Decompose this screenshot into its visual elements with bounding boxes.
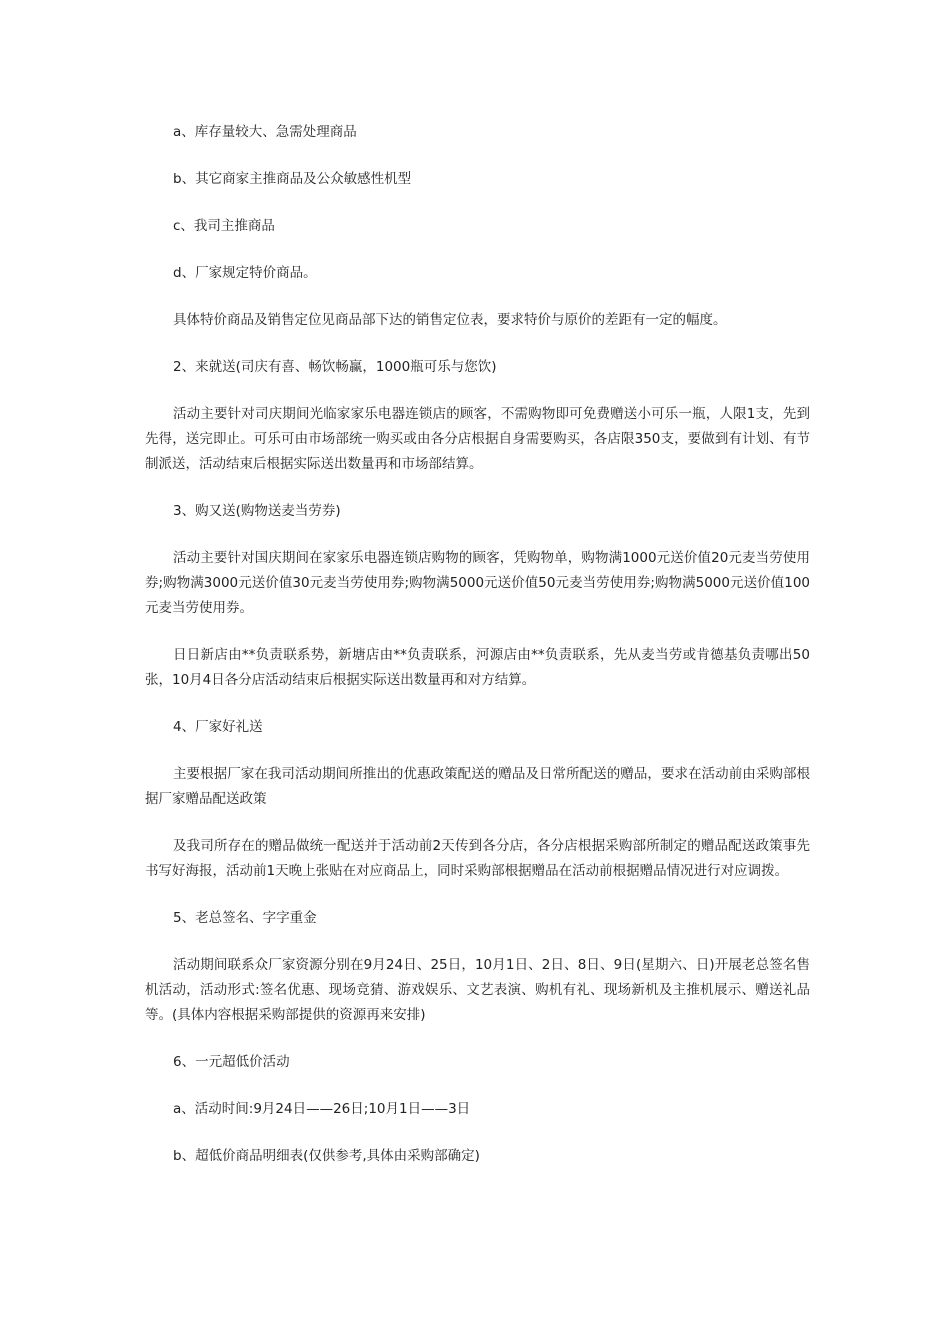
paragraph-special-price-note: 具体特价商品及销售定位见商品部下达的销售定位表，要求特价与原价的差距有一定的幅度。 bbox=[173, 312, 727, 328]
section-heading-6: 6、一元超低价活动 bbox=[173, 1054, 290, 1070]
paragraph-item-d: d、厂家规定特价商品。 bbox=[173, 265, 317, 281]
paragraph-gift-distribution: 及我司所存在的赠品做统一配送并于活动前2天传到各分店，各分店根据采购部所制定的赠品配送政策事先书写好海报，活动前1天晚上张贴在对应商品上，同时采购部根据赠品在活动前根据赠品情况进行对应调拨。 bbox=[145, 838, 810, 879]
document-body bbox=[145, 120, 810, 1169]
paragraph-item-a: a、库存量较大、急需处理商品 bbox=[173, 124, 357, 140]
section-heading-5: 5、老总签名、字字重金 bbox=[173, 910, 317, 926]
paragraph-ceo-signing: 活动期间联系众厂家资源分别在9月24日、25日，10月1日、2日、8日、9日(星期六、日)开展老总签名售机活动，活动形式:签名优惠、现场竞猜、游戏娱乐、文艺表演、购机有礼、现场新机及主推机展示、赠送礼品等。(具体内容根据采购部提供的资源再来安排) bbox=[145, 957, 810, 1023]
paragraph-activity-time: a、活动时间:9月24日——26日;10月1日——3日 bbox=[173, 1101, 471, 1117]
paragraph-store-contacts: 日日新店由**负责联系势，新塘店由**负责联系，河源店由**负责联系，先从麦当劳或肯德基负责哪出50张，10月4日各分店活动结束后根据实际送出数量再和对方结算。 bbox=[145, 647, 810, 688]
paragraph-cola-gift: 活动主要针对司庆期间光临家家乐电器连锁店的顾客，不需购物即可免费赠送小可乐一瓶，人限1支，先到先得，送完即止。可乐可由市场部统一购买或由各分店根据自身需要购买，各店限350支，要做到有计划、有节制派送，活动结束后根据实际送出数量再和市场部结算。 bbox=[145, 406, 810, 472]
paragraph-item-b: b、其它商家主推商品及公众敏感性机型 bbox=[173, 171, 412, 187]
section-heading-4: 4、厂家好礼送 bbox=[173, 719, 263, 735]
paragraph-vendor-gifts: 主要根据厂家在我司活动期间所推出的优惠政策配送的赠品及日常所配送的赠品，要求在活动前由采购部根据厂家赠品配送政策 bbox=[145, 766, 810, 807]
section-heading-3: 3、购又送(购物送麦当劳券) bbox=[173, 503, 341, 519]
section-heading-2: 2、来就送(司庆有喜、畅饮畅赢，1000瓶可乐与您饮) bbox=[173, 359, 497, 375]
paragraph-mcdonalds-coupon: 活动主要针对国庆期间在家家乐电器连锁店购物的顾客，凭购物单，购物满1000元送价值20元麦当劳使用券;购物满3000元送价值30元麦当劳使用券;购物满5000元送价值50元麦当劳使用券;购物满5000元送价值100元麦当劳使用券。 bbox=[145, 550, 810, 616]
paragraph-item-c: c、我司主推商品 bbox=[173, 218, 275, 234]
paragraph-low-price-list: b、超低价商品明细表(仅供参考,具体由采购部确定) bbox=[173, 1148, 480, 1164]
